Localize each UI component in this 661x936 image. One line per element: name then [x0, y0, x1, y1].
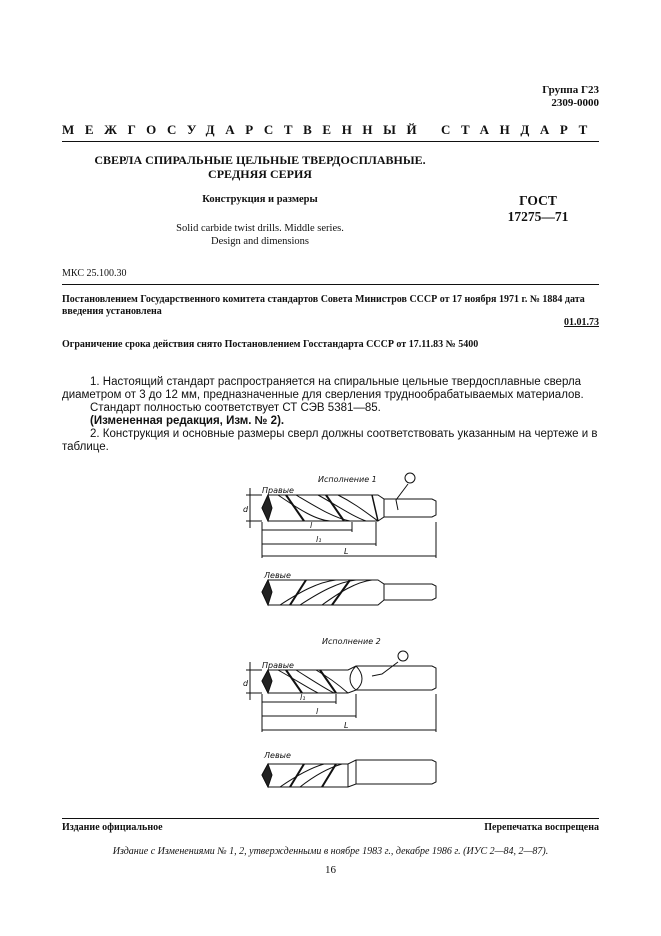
dim-L-label-1: L	[344, 547, 349, 556]
drill-drawing	[0, 470, 661, 810]
classifier-code: 2309-0000	[551, 97, 599, 109]
decree-text: Постановлением Государственного комитета стандартов Совета Министров СССР от 17 ноября 1971 г. № 1884 дата введения установлена	[62, 294, 585, 317]
version-1-label: Исполнение 1	[318, 475, 377, 484]
amendments-note: Издание с Изменениями № 1, 2, утвержденными в ноябре 1983 г., декабре 1986 г. (ИУС 2—84, 2—87).	[112, 846, 549, 857]
page-number: 16	[325, 864, 336, 876]
drill-v2-right	[262, 666, 436, 693]
version-2-label: Исполнение 2	[322, 637, 381, 646]
drill-v1-right	[262, 495, 436, 521]
top-rule	[62, 141, 599, 142]
right-hand-label-1: Правые	[262, 486, 294, 495]
mks-code: МКС 25.100.30	[62, 268, 127, 279]
header-group	[542, 84, 599, 110]
gost-number: 17275—71	[507, 209, 569, 224]
english-title	[62, 222, 458, 248]
group-code: Группа Г23	[542, 84, 599, 96]
gost-designation	[478, 193, 598, 225]
dim-d-label-2: d	[243, 679, 249, 688]
document-title	[62, 153, 458, 181]
document-subtitle: Конструкция и размеры	[202, 194, 318, 205]
dim-l1-label-2: l₁	[300, 693, 306, 702]
dim-d-label-1: d	[243, 505, 249, 514]
english-title-line-2: Design and dimensions	[211, 236, 309, 247]
dim-L-label-2: L	[344, 721, 349, 730]
reprint-notice: Перепечатка воспрещена	[484, 822, 599, 833]
title-line-1: СВЕРЛА СПИРАЛЬНЫЕ ЦЕЛЬНЫЕ ТВЕРДОСПЛАВНЫЕ.	[94, 153, 426, 167]
introduction-date: 01.01.73	[564, 317, 599, 328]
dim-l-label-2: l	[316, 707, 319, 716]
left-hand-label-2: Левые	[264, 751, 291, 760]
dim-l1-label-1: l₁	[316, 535, 322, 544]
paragraph-amendment: (Измененная редакция, Изм. № 2).	[90, 415, 285, 427]
limitation-text: Ограничение срока действия снято Постановлением Госстандарта СССР от 17.11.83 № 5400	[62, 339, 479, 350]
drill-v1-left	[262, 580, 436, 605]
official-edition: Издание официальное	[62, 822, 163, 833]
mks-rule	[62, 284, 599, 285]
gost-name: ГОСТ	[519, 193, 557, 208]
footer-rule	[62, 818, 599, 819]
standard-banner: МЕЖГОСУДАРСТВЕННЫЙ СТАНДАРТ	[62, 122, 598, 137]
english-title-line-1: Solid carbide twist drills. Middle series.	[176, 223, 344, 234]
drill-v2-left	[262, 760, 436, 787]
left-hand-label-1: Левые	[264, 571, 291, 580]
paragraph-2: Стандарт полностью соответствует СТ СЭВ 5381—85.	[90, 402, 381, 414]
title-line-2: СРЕДНЯЯ СЕРИЯ	[208, 167, 312, 181]
dim-l-label-1: l	[310, 521, 313, 530]
body-text	[62, 376, 599, 454]
paragraph-2-clause: 2. Конструкция и основные размеры сверл должны соответствовать указанным на чертеже и в таблице.	[62, 428, 598, 453]
paragraph-1: 1. Настоящий стандарт распространяется на спиральные цельные твердосплавные сверла диаметром от 3 до 12 мм, предназначенные для сверления труднообрабатываемых материалов.	[62, 376, 584, 401]
right-hand-label-2: Правые	[262, 661, 294, 670]
